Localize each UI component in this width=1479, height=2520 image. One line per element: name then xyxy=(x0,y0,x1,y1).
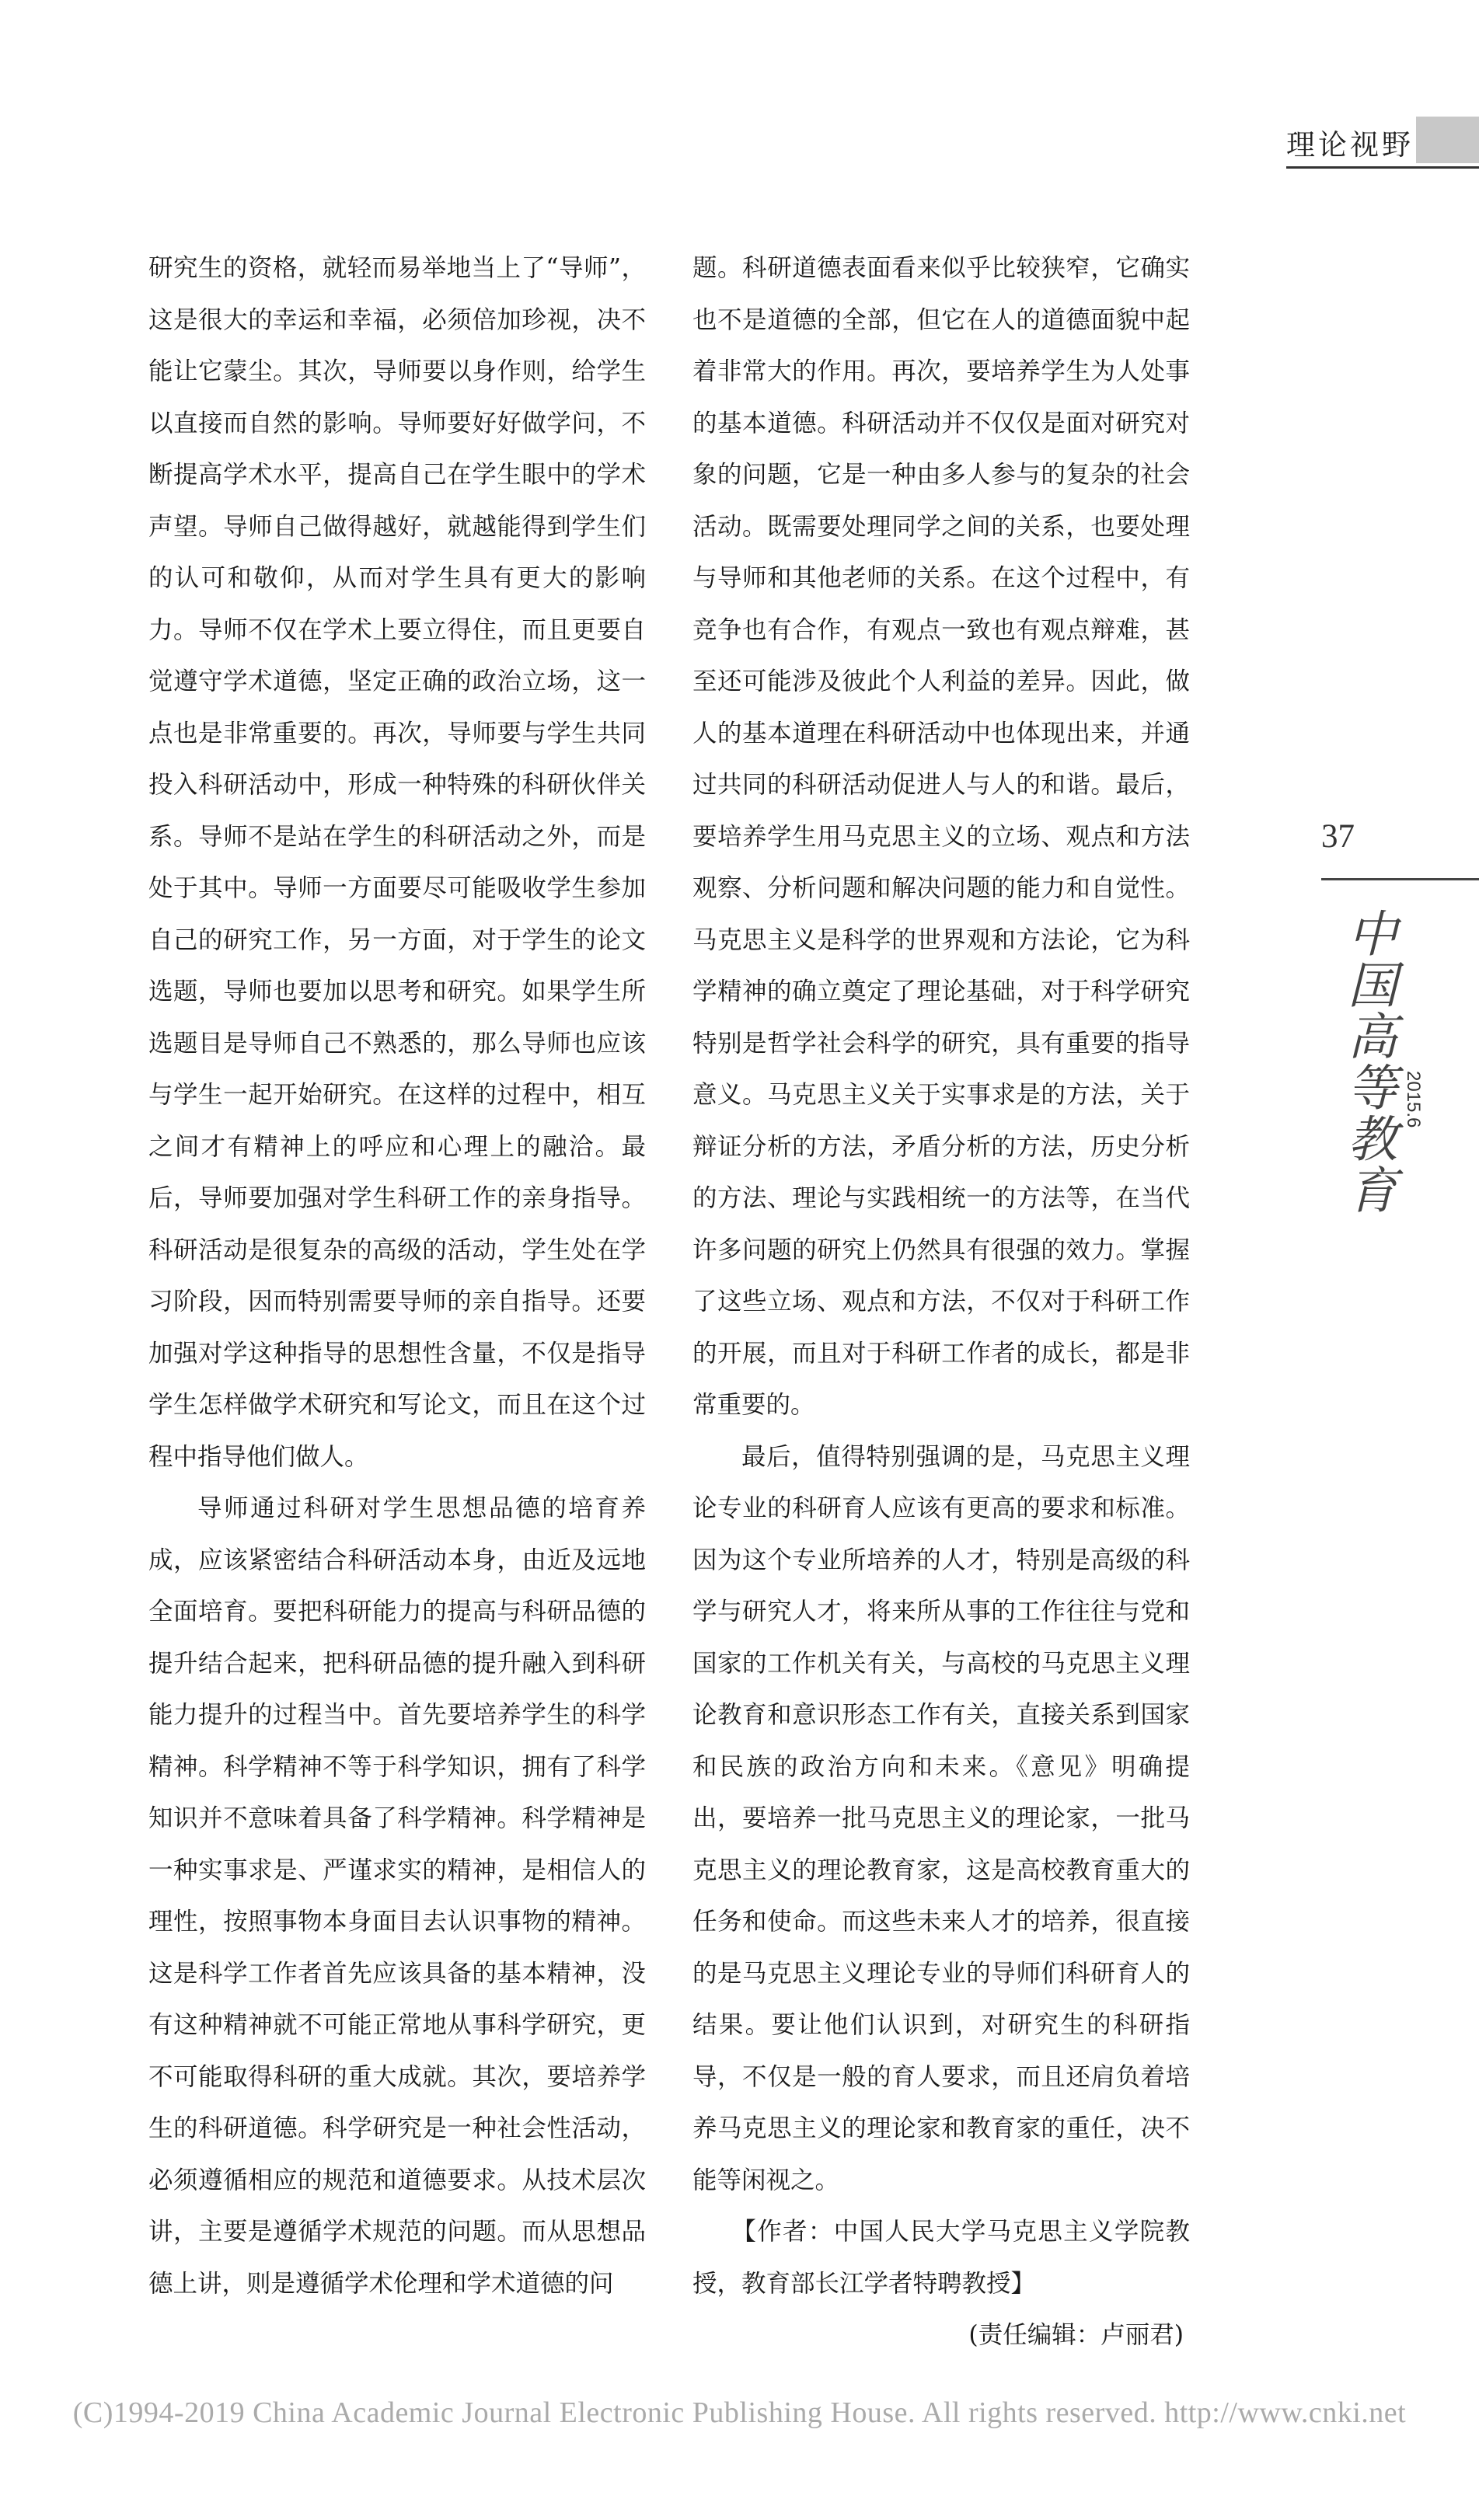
sidebar-rule xyxy=(1321,878,1479,880)
header-rule xyxy=(1286,166,1479,169)
right-paragraph-1: 题。科研道德表面看来似乎比较狭窄，它确实也不是道德的全部，但它在人的道德面貌中起着非常大的作用。再次，要培养学生为人处事的基本道德。科研活动并不仅仅是面对研究对象的问题，它是一种由多人参与的复杂的社会活动。既需要处理同学之间的关系，也要处理与导师和其他老师的关系。在这个过程中，有竞争也有合作，有观点一致也有观点辩难，甚至还可能涉及彼此个人利益的差异。因此，做人的基本道理在科研活动中也体现出来，并通过共同的科研活动促进人与人的和谐。最后，要培养学生用马克思主义的立场、观点和方法观察、分析问题和解决问题的能力和自觉性。马克思主义是科学的世界观和方法论，它为科学精神的确立奠定了理论基础，对于科学研究特别是哲学社会科学的研究，具有重要的指导意义。马克思主义关于实事求是的方法，关于辩证分析的方法，矛盾分析的方法，历史分析的方法、理论与实践相统一的方法等，在当代许多问题的研究上仍然具有很强的效力。掌握了这些立场、观点和方法，不仅对于科研工作的开展，而且对于科研工作者的成长，都是非常重要的。 xyxy=(692,254,1190,1419)
left-paragraph-1: 研究生的资格，就轻而易举地当上了“导师”，这是很大的幸运和幸福，必须倍加珍视，决不能让它蒙尘。其次，导师要以身作则，给学生以直接而自然的影响。导师要好好做学问，不断提高学术水平，提高自己在学生眼中的学术声望。导师自己做得越好，就越能得到学生们的认可和敬仰，从而对学生具有更大的影响力。导师不仅在学术上要立得住，而且更要自觉遵守学术道德，坚定正确的政治立场，这一点也是非常重要的。再次，导师要与学生共同投入科研活动中，形成一种特殊的科研伙伴关系。导师不是站在学生的科研活动之外，而是处于其中。导师一方面要尽可能吸收学生参加自己的研究工作，另一方面，对于学生的论文选题，导师也要加以思考和研究。如果学生所选题目是导师自己不熟悉的，那么导师也应该与学生一起开始研究。在这样的过程中，相互之间才有精神上的呼应和心理上的融洽。最后，导师要加强对学生科研工作的亲身指导。科研活动是很复杂的高级的活动，学生处在学习阶段，因而特别需要导师的亲自指导。还要加强对学这种指导的思想性含量，不仅是指导学生怎样做学术研究和写论文，而且在这个过程中指导他们做人。 xyxy=(148,254,646,1471)
author-note: 【作者：中国人民大学马克思主义学院教授，教育部长江学者特聘教授】 xyxy=(692,2218,1190,2298)
section-tag: 理论视野 xyxy=(1286,128,1414,162)
left-paragraph-2: 导师通过科研对学生思想品德的培育养成，应该紧密结合科研活动本身，由近及远地全面培育。要把科研能力的提高与科研品德的提升结合起来，把科研品德的提升融入到科研能力提升的过程当中。首先要培养学生的科学精神。科学精神不等于科学知识，拥有了科学知识并不意味着具备了科学精神。科学精神是一种实事求是、严谨求实的精神，是相信人的理性，按照事物本身面目去认识事物的精神。这是科学工作者首先应该具备的基本精神，没有这种精神就不可能正常地从事科学研究，更不可能取得科研的重大成就。其次，要培养学生的科研道德。科学研究是一种社会性活动，必须遵循相应的规范和道德要求。从技术层次讲，主要是遵循学术规范的问题。而从思想品德上讲，则是遵循学术伦理和学术道德的问 xyxy=(148,1494,646,2298)
page-number: 37 xyxy=(1321,818,1355,855)
right-column xyxy=(692,242,1190,2361)
header-gray-bar xyxy=(1416,117,1479,163)
left-column xyxy=(148,242,646,2309)
editor-note: (责任编辑：卢丽君) xyxy=(968,2321,1184,2349)
issue-number: 2015.6 xyxy=(1403,1071,1424,1128)
journal-logo xyxy=(1337,908,1422,1242)
journal-name: 中国高等教育 xyxy=(1339,908,1397,1215)
copyright-footer: (C)1994-2019 China Academic Journal Electronic Publishing House. All rights reserved. http://www.cnki.net xyxy=(72,2396,1407,2429)
right-paragraph-2: 最后，值得特别强调的是，马克思主义理论专业的科研育人应该有更高的要求和标准。因为这个专业所培养的人才，特别是高级的科学与研究人才，将来所从事的工作往往与党和国家的工作机关有关，与高校的马克思主义理论教育和意识形态工作有关，直接关系到国家和民族的政治方向和未来。《意见》明确提出，要培养一批马克思主义的理论家，一批马克思主义的理论教育家，这是高校教育重大的任务和使命。而这些未来人才的培养，很直接的是马克思主义理论专业的导师们科研育人的结果。要让他们认识到，对研究生的科研指导，不仅是一般的育人要求，而且还肩负着培养马克思主义的理论家和教育家的重任，决不能等闲视之。 xyxy=(692,1442,1190,2194)
